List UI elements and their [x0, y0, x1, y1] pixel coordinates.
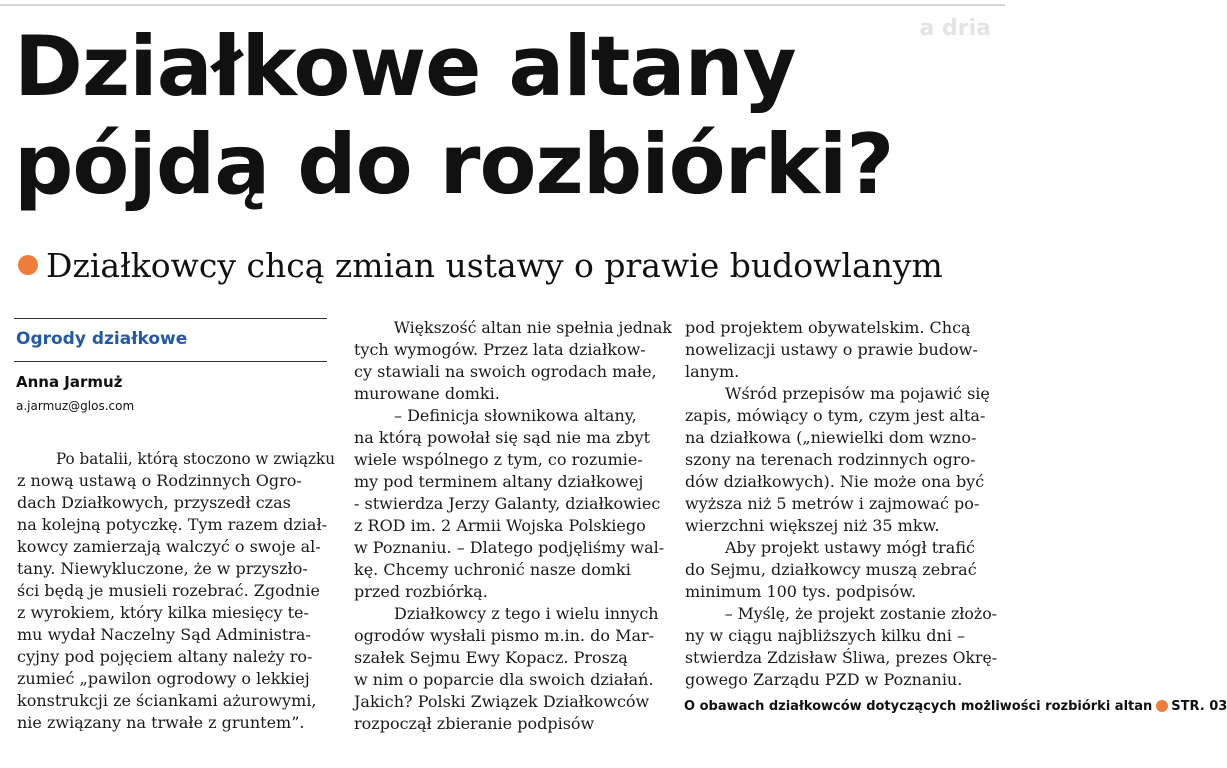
page-reference: STR. 03 — [1171, 699, 1227, 714]
headline-line-1: Działkowe altany — [14, 18, 796, 115]
article-line: my pod terminem altany działkowej — [354, 472, 644, 491]
article-line: zapis, mówiący o tym, czym jest alta- — [685, 406, 986, 425]
article-line: Większość altan nie spełnia jednak — [393, 318, 672, 337]
article-line: Wśród przepisów ma pojawić się — [725, 384, 990, 403]
article-line: na kolejną potyczkę. Tym razem dział- — [17, 515, 328, 534]
headline — [14, 18, 994, 214]
article-line: – Myślę, że projekt zostanie złożo- — [724, 604, 997, 623]
article-line: stwierdza Zdzisław Śliwa, prezes Okrę- — [685, 648, 997, 667]
bleed-through-text: a dria — [919, 16, 991, 41]
article-line: szałek Sejmu Ewy Kopacz. Proszą — [354, 648, 628, 667]
article-line: wiele wspólnego z tym, co rozumie- — [354, 450, 643, 469]
article-line: kowcy zamierzają walczyć o swoje al- — [17, 537, 321, 556]
subheadline-text: Działkowcy chcą zmian ustawy o prawie budowlanym — [46, 246, 943, 285]
article-line: murowane domki. — [354, 384, 500, 403]
article-line: w Poznaniu. – Dlatego podjęliśmy wal- — [354, 538, 665, 557]
article-line: ny w ciągu najbliższych kilku dni – — [685, 626, 965, 645]
article-line: z wyrokiem, który kilka miesięcy te- — [17, 603, 309, 622]
author-name: Anna Jarmuż — [16, 373, 123, 391]
article-line: na działkowa („niewielki dom wzno- — [685, 428, 977, 447]
article-line: cyjny pod pojęciem altany należy ro- — [17, 647, 313, 666]
article-line: do Sejmu, działkowcy muszą zebrać — [685, 560, 977, 579]
article-line: nie związany na trwałe z gruntem”. — [17, 713, 305, 732]
subheadline — [18, 244, 993, 288]
article-line: ogrodów wysłali pismo m.in. do Mar- — [354, 626, 655, 645]
article-line: z nową ustawą o Rodzinnych Ogro- — [17, 471, 302, 490]
article-line: dów działkowych). Nie może ona być — [685, 472, 985, 491]
section-rule-bottom — [14, 361, 327, 362]
article-line: lanym. — [685, 362, 740, 381]
article-line: wyższa niż 5 metrów i zajmować po- — [685, 494, 980, 513]
article-column-1 — [17, 448, 335, 734]
section-label: Ogrody działkowe — [16, 329, 188, 349]
teaser-line-1: O obawach działkowców dotyczących — [684, 699, 957, 714]
article-line: Po batalii, którą stoczono w związku — [55, 449, 335, 468]
article-line: minimum 100 tys. podpisów. — [685, 582, 917, 601]
article-line: z ROD im. 2 Armii Wojska Polskiego — [354, 516, 646, 535]
teaser-dot-icon — [1156, 700, 1168, 712]
article-line: dach Działkowych, przyszedł czas — [17, 493, 291, 512]
article-line: zumieć „pawilon ogrodowy o lekkiej — [17, 669, 310, 688]
article-line: tych wymogów. Przez lata działkow- — [354, 340, 646, 359]
article-line: wierzchni większej niż 35 mkw. — [685, 516, 940, 535]
cross-reference-teaser — [684, 697, 1227, 717]
article-line: szony na terenach rodzinnych ogro- — [685, 450, 976, 469]
article-line: ści będą je musieli rozebrać. Zgodnie — [17, 581, 320, 600]
article-line: mu wydał Naczelny Sąd Administra- — [17, 625, 311, 644]
article-line: – Definicja słownikowa altany, — [394, 406, 637, 425]
article-line: Jakich? Polski Związek Działkowców — [354, 692, 650, 711]
article-line: tany. Niewykluczone, że w przyszło- — [17, 559, 308, 578]
teaser-line-2 — [961, 697, 1227, 717]
article-column-3 — [685, 317, 997, 691]
article-line: na którą powołał się sąd nie ma zbyt — [354, 428, 651, 447]
article-line: gowego Zarządu PZD w Poznaniu. — [685, 670, 963, 689]
article-line: - stwierdza Jerzy Galanty, działkowiec — [354, 494, 661, 513]
article-line: w nim o poparcie dla swoich działań. — [354, 670, 654, 689]
article-line: przed rozbiórką. — [354, 582, 488, 601]
article-line: Działkowcy z tego i wielu innych — [394, 604, 659, 623]
article-line: Aby projekt ustawy mógł trafić — [725, 538, 975, 557]
section-rule-top — [14, 318, 327, 319]
article-line: konstrukcji ze ściankami ażurowymi, — [17, 691, 317, 710]
article-line: cy stawiali na swoich ogrodach małe, — [354, 362, 657, 381]
article-line: nowelizacji ustawy o prawie budow- — [685, 340, 978, 359]
author-email: a.jarmuz@glos.com — [16, 399, 135, 413]
article-line: pod projektem obywatelskim. Chcą — [685, 318, 971, 337]
article-column-2 — [354, 317, 672, 735]
headline-line-2: pójdą do rozbiórki? — [14, 116, 894, 213]
top-rule — [0, 4, 1005, 6]
teaser-line-2-text: możliwości rozbiórki altan — [960, 699, 1153, 714]
article-line: kę. Chcemy uchronić nasze domki — [354, 560, 631, 579]
article-line: rozpoczął zbieranie podpisów — [354, 714, 595, 733]
bullet-dot-icon — [18, 255, 38, 275]
